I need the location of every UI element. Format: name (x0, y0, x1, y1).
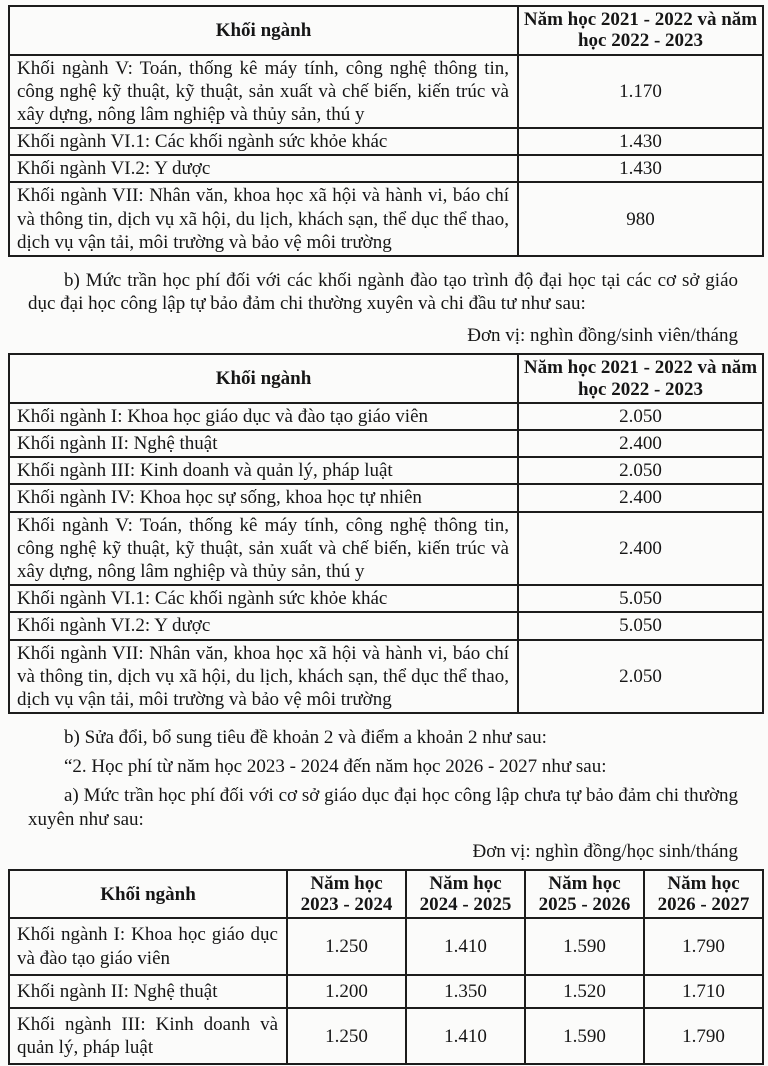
table-row (9, 975, 763, 1008)
row-value: 1.710 (644, 975, 763, 1008)
row-label-khoi-vi1: Khối ngành VI.1: Các khối ngành sức khỏe khác (9, 128, 518, 155)
col-header-2023-2024: Năm học 2023 - 2024 (287, 870, 406, 919)
table-row (9, 484, 763, 511)
col-header-nam-hoc-2021-2023: Năm học 2021 - 2022 và năm học 2022 - 2023 (518, 354, 763, 403)
row-label-khoi-v: Khối ngành V: Toán, thống kê máy tính, công nghệ thông tin, công nghệ kỹ thuật, kỹ thuật, sản xuất và chế biến, kiến trúc và xây dựng, nông lâm nghiệp và thủy sản, thú y (9, 512, 518, 586)
row-value: 5.050 (518, 612, 763, 639)
unit-note-hoc-sinh: Đơn vị: nghìn đồng/học sinh/tháng (472, 840, 738, 862)
row-label-khoi-v: Khối ngành V: Toán, thống kê máy tính, công nghệ thông tin, công nghệ kỹ thuật, kỹ thuật, sản xuất và chế biến, kiến trúc và xây dựng, nông lâm nghiệp và thủy sản, thú y (9, 55, 518, 129)
row-value: 2.400 (518, 512, 763, 586)
table-row (9, 182, 763, 256)
row-value: 2.050 (518, 640, 763, 714)
row-label-khoi-vi2: Khối ngành VI.2: Y dược (9, 155, 518, 182)
row-label-khoi-ii: Khối ngành II: Nghệ thuật (9, 975, 287, 1008)
paragraph-b-sua-doi: b) Sửa đổi, bổ sung tiêu đề khoản 2 và điểm a khoản 2 như sau: (64, 727, 547, 749)
table-row (9, 128, 763, 155)
row-value: 2.050 (518, 457, 763, 484)
row-label-khoi-iii: Khối ngành III: Kinh doanh và quản lý, pháp luật (9, 1008, 287, 1064)
row-value: 1.590 (525, 918, 644, 974)
table-row (9, 612, 763, 639)
paragraph-b-muc-tran: b) Mức trần học phí đối với các khối ngành đào tạo trình độ đại học tại các cơ sở giáo dục đại học công lập tự bảo đảm chi thường xuyên và chi đầu tư như sau: (28, 269, 738, 315)
row-value: 1.250 (287, 1008, 406, 1064)
row-label-khoi-vii: Khối ngành VII: Nhân văn, khoa học xã hội và hành vi, báo chí và thông tin, dịch vụ xã hội, du lịch, khách sạn, thể dục thể thao, dịch vụ vận tải, môi trường và bảo vệ môi trường (9, 182, 518, 256)
row-value: 1.590 (525, 1008, 644, 1064)
row-value: 980 (518, 182, 763, 256)
table-row (9, 1008, 763, 1064)
row-value: 1.200 (287, 975, 406, 1008)
row-value: 1.350 (406, 975, 525, 1008)
col-header-2025-2026: Năm học 2025 - 2026 (525, 870, 644, 919)
table-row (9, 155, 763, 182)
row-value: 1.410 (406, 918, 525, 974)
row-label-khoi-iv: Khối ngành IV: Khoa học sự sống, khoa học tự nhiên (9, 484, 518, 511)
table-row (9, 55, 763, 129)
row-value: 5.050 (518, 585, 763, 612)
paragraph-muc-2: “2. Học phí từ năm học 2023 - 2024 đến năm học 2026 - 2027 như sau: (64, 756, 607, 778)
row-label-khoi-vii: Khối ngành VII: Nhân văn, khoa học xã hội và hành vi, báo chí và thông tin, dịch vụ xã hội, du lịch, khách sạn, thể dục thể thao, dịch vụ vận tải, môi trường và bảo vệ môi trường (9, 640, 518, 714)
row-value: 1.430 (518, 128, 763, 155)
row-value: 2.050 (518, 403, 763, 430)
table-row (9, 640, 763, 714)
col-header-2026-2027: Năm học 2026 - 2027 (644, 870, 763, 919)
row-value: 1.790 (644, 1008, 763, 1064)
col-header-khoi-nganh: Khối ngành (9, 6, 518, 55)
table-row (9, 403, 763, 430)
col-header-khoi-nganh: Khối ngành (9, 354, 518, 403)
row-value: 2.400 (518, 484, 763, 511)
table-row (9, 585, 763, 612)
paragraph-a-muc-tran: a) Mức trần học phí đối với cơ sở giáo dục đại học công lập chưa tự bảo đảm chi thường xuyên như sau: (28, 785, 738, 830)
fee-table-2021-2023-top (8, 5, 764, 257)
fee-table-2023-2027 (8, 869, 764, 1065)
row-label-khoi-i: Khối ngành I: Khoa học giáo dục và đào tạo giáo viên (9, 403, 518, 430)
unit-note-sinh-vien: Đơn vị: nghìn đồng/sinh viên/tháng (467, 325, 738, 347)
table-header-row (9, 354, 763, 403)
row-value: 2.400 (518, 430, 763, 457)
row-value: 1.410 (406, 1008, 525, 1064)
row-label-khoi-vi1: Khối ngành VI.1: Các khối ngành sức khỏe khác (9, 585, 518, 612)
table-row (9, 918, 763, 974)
row-value: 1.790 (644, 918, 763, 974)
col-header-khoi-nganh: Khối ngành (9, 870, 287, 919)
col-header-nam-hoc-2021-2023: Năm học 2021 - 2022 và năm học 2022 - 2023 (518, 6, 763, 55)
table-header-row (9, 6, 763, 55)
row-label-khoi-vi2: Khối ngành VI.2: Y dược (9, 612, 518, 639)
row-label-khoi-iii: Khối ngành III: Kinh doanh và quản lý, pháp luật (9, 457, 518, 484)
table-header-row (9, 870, 763, 919)
row-value: 1.170 (518, 55, 763, 129)
row-value: 1.520 (525, 975, 644, 1008)
table-row (9, 457, 763, 484)
fee-table-2021-2023-full (8, 353, 764, 714)
table-row (9, 512, 763, 586)
row-value: 1.430 (518, 155, 763, 182)
row-value: 1.250 (287, 918, 406, 974)
row-label-khoi-i: Khối ngành I: Khoa học giáo dục và đào tạo giáo viên (9, 918, 287, 974)
col-header-2024-2025: Năm học 2024 - 2025 (406, 870, 525, 919)
row-label-khoi-ii: Khối ngành II: Nghệ thuật (9, 430, 518, 457)
table-row (9, 430, 763, 457)
